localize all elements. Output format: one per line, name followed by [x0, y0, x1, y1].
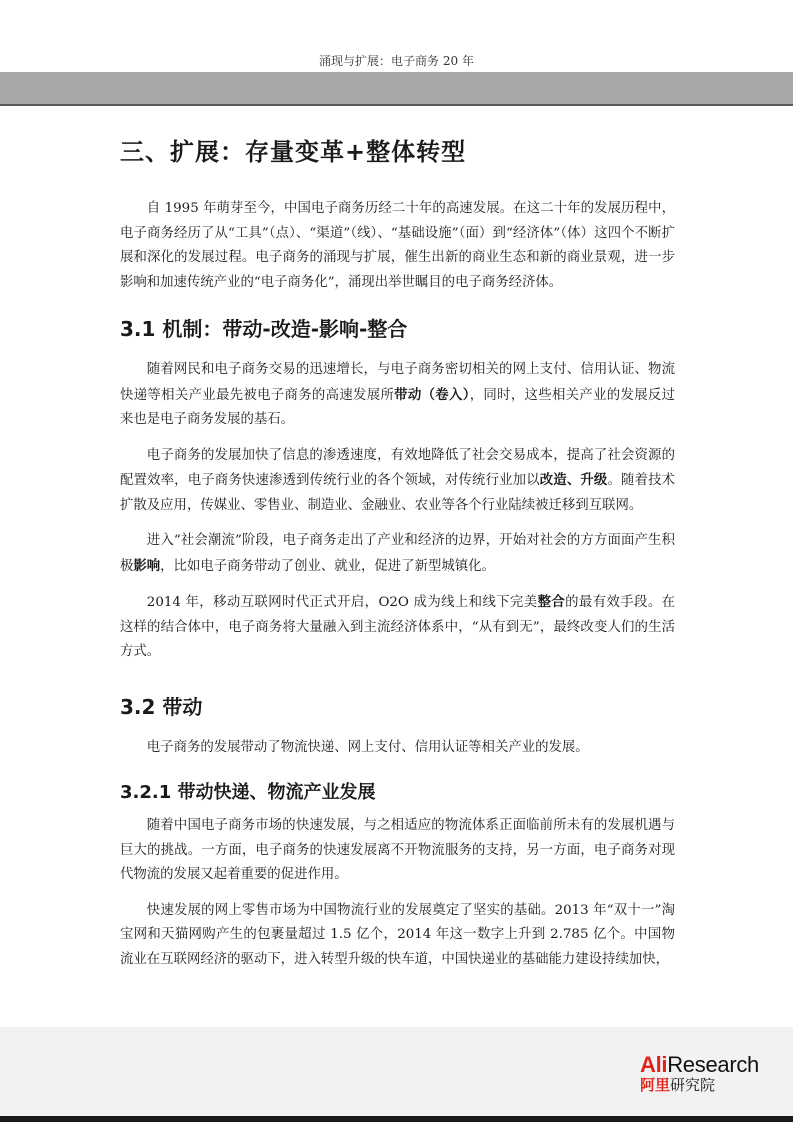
chapter-title: 三、扩展：存量变革+整体转型	[120, 138, 467, 166]
running-header: 涌现与扩展：电子商务 20 年	[319, 54, 474, 68]
section-3-2-paragraph-1: 电子商务的发展带动了物流快递、网上支付、信用认证等相关产业的发展。	[146, 739, 589, 755]
section-3-1-paragraph-2: 电子商务的发展加快了信息的渗透速度，有效地降低了社会交易成本，提高了社会资源的配置效率，电子商务快速渗透到传统行业的各个领域，对传统行业加以改造、升级。随着技术扩散及应用，传媒业、零售业、制造业、金融业、农业等各个行业陆续被迁移到互联网。	[120, 447, 676, 513]
page-content	[120, 132, 675, 983]
emphasis-driven: 带动（卷入）	[394, 386, 470, 403]
emphasis-integrate: 整合	[537, 594, 566, 610]
section-3-2-1-heading: 3.2.1 带动快递、物流产业发展	[120, 782, 376, 803]
emphasis-influence: 影响	[133, 557, 161, 574]
section-3-1-paragraph-4: 2014 年，移动互联网时代正式开启，O2O 成为线上和线下完美整合的最有效手段。在这样的结合体中，电子商务将大量融入到主流经济体系中，“从有到无”，最终改变人们的生活方式。	[120, 594, 675, 659]
footer-rule	[0, 1116, 793, 1122]
emphasis-transform: 改造、升级	[539, 472, 608, 488]
section-3-2-heading: 3.2 带动	[120, 694, 203, 719]
aliresearch-logo: AliResearch 阿里研究院	[640, 1052, 759, 1094]
section-3-2-1-paragraph-2: 快速发展的网上零售市场为中国物流行业的发展奠定了坚实的基础。2013 年“双十一”淘宝网和天猫网购产生的包裹量超过 1.5 亿个，2014 年这一数字上升到 2.785 亿个。中国物流业在互联网经济的驱动下，进入转型升级的快车道，中国快递业的基础能力建设持续加快，	[120, 902, 675, 967]
section-3-1-heading: 3.1 机制：带动-改造-影响-整合	[120, 317, 408, 341]
intro-paragraph: 自 1995 年萌芽至今，中国电子商务历经二十年的高速发展。在这二十年的发展历程中，电子商务经历了从“工具”（点）、“渠道”（线）、“基础设施”（面）到“经济体”（体）这四个不断扩展和深化的发展过程。电子商务的涌现与扩展，催生出新的商业生态和新的商业景观，进一步影响和加速传统产业的“电子商务化”，涌现出举世瞩目的电子商务经济体。	[120, 201, 675, 290]
section-3-2-1-paragraph-1: 随着中国电子商务市场的快速发展，与之相适应的物流体系正面临前所未有的发展机遇与巨大的挑战。一方面，电子商务的快速发展离不开物流服务的支持，另一方面，电子商务对现代物流的发展又起着重要的促进作用。	[120, 818, 675, 882]
section-3-1-paragraph-1: 随着网民和电子商务交易的迅速增长，与电子商务密切相关的网上支付、信用认证、物流快递等相关产业最先被电子商务的高速发展所带动（卷入），同时，这些相关产业的发展反过来也是电子商务发展的基石。	[120, 362, 675, 427]
section-3-1-paragraph-3: 进入“社会潮流”阶段，电子商务走出了产业和经济的边界，开始对社会的方方面面产生积极影响，比如电子商务带动了创业、就业，促进了新型城镇化。	[120, 533, 675, 574]
header-bar	[0, 72, 793, 106]
